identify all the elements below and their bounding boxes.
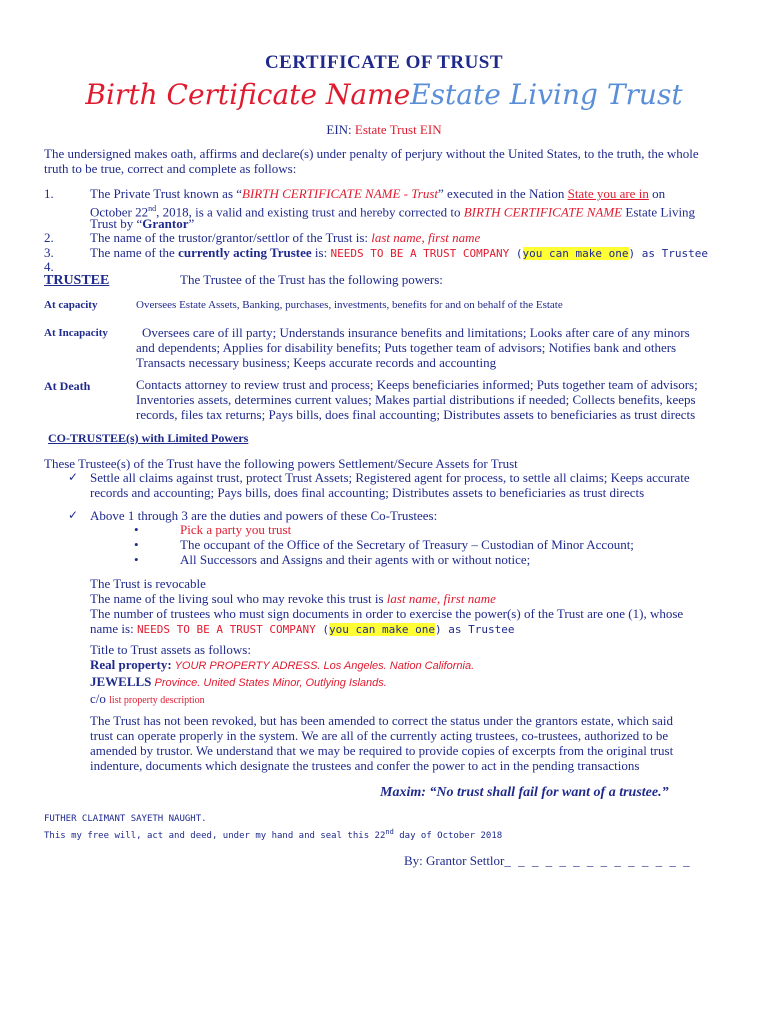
futher-claimant: FUTHER CLAIMANT SAYETH NAUGHT. bbox=[44, 814, 207, 824]
checkmark-icon: ✓ bbox=[68, 508, 79, 522]
at-incapacity-label: At Incapacity bbox=[44, 327, 108, 339]
cotrustee-intro: These Trustee(s) of the Trust have the following powers Settlement/Secure Assets for Trust bbox=[44, 456, 518, 471]
check-item-1: Settle all claims against trust, protect Trust Assets; Registered agent for process, to settle all claims; Keeps accurate records and accounting; Pays bills, does final accounting; Distributes assets to beneficiaries as trust directs bbox=[90, 470, 690, 500]
checkmark-icon: ✓ bbox=[68, 470, 79, 484]
bullet-list bbox=[134, 522, 734, 567]
numbered-item-4: 4. bbox=[44, 259, 54, 274]
list-item: • Pick a party you trust bbox=[134, 522, 292, 537]
numbered-item-1-line3: Trust by “Grantor” bbox=[90, 216, 195, 231]
trustee-heading: TRUSTEE bbox=[44, 273, 110, 288]
list-item: • All Successors and Assigns and their agents with or without notice; bbox=[134, 552, 531, 567]
jewells-line: JEWELLS Province. United States Minor, Outlying Islands. bbox=[90, 674, 387, 689]
real-property-line: Real property: YOUR PROPERTY ADRESS. Los Angeles. Nation California. bbox=[90, 657, 475, 672]
at-death-label: At Death bbox=[44, 379, 91, 393]
assets-block: Title to Trust assets as follows: Real property: YOUR PROPERTY ADRESS. Los Angeles. Nation California. JEWELLS Province. United States Minor, Outlying Islands. c/o list property description bbox=[90, 642, 740, 708]
care-of-line: c/o list property description bbox=[90, 691, 205, 706]
list-item: • The occupant of the Office of the Secretary of Treasury – Custodian of Minor Account; bbox=[134, 537, 634, 552]
trust-name-part2: Estate Living Trust bbox=[410, 78, 683, 111]
numbered-item-3: 3. The name of the currently acting Trustee is: NEEDS TO BE A TRUST COMPANY (you can make one) as Trustee bbox=[44, 245, 708, 260]
revoke-line: The name of the living soul who may revoke this trust is last name, first name bbox=[90, 591, 496, 606]
at-capacity-text: Oversees Estate Assets, Banking, purchases, investments, benefits for and on behalf of the Estate bbox=[136, 299, 563, 311]
numbered-item-1-line2: October 22nd, 2018, is a valid and existing trust and hereby corrected to BIRTH CERTIFICATE NAME Estate Living bbox=[90, 204, 696, 220]
free-will-line: This my free will, act and deed, under my hand and seal this 22nd day of October 2018 bbox=[44, 828, 503, 841]
numbered-item-2: 2. The name of the trustor/grantor/settlor of the Trust is: last name, first name bbox=[44, 230, 481, 245]
check-item-2: Above 1 through 3 are the duties and powers of these Co-Trustees: bbox=[90, 508, 438, 523]
document-title: CERTIFICATE OF TRUST bbox=[264, 52, 504, 73]
ein-value: Estate Trust EIN bbox=[354, 122, 442, 137]
amended-paragraph: The Trust has not been revoked, but has been amended to correct the status under the grantors estate, which said trust can operate properly in the system. We are all of the currently acting trustees, co-trustees, authorized to be amended by trustor. We understand that we may be required to provide copies of excerpts from the original trust indenture, documents which designate the trustees and confer the power to act in the pending transactions bbox=[90, 713, 674, 773]
revocable-block: The Trust is revocable The name of the living soul who may revoke this trust is last name, first name The number of trustees who must sign documents in order to exercise the power(s) of the Trust are one (1), whose name is: NEEDS TO BE A TRUST COMPANY (you can make one) as Trustee bbox=[90, 576, 740, 637]
maxim: Maxim: “No trust shall fail for want of a trustee.” bbox=[380, 785, 669, 800]
intro-paragraph: The undersigned makes oath, affirms and declare(s) under penalty of perjury without the United States, to the truth, the whole truth to be true, correct and complete as follows: bbox=[44, 146, 699, 176]
trust-name-part1: Birth Certificate Name bbox=[85, 78, 411, 111]
at-incapacity-text: Oversees care of ill party; Understands insurance benefits and limitations; Looks after care of any minors and dependents; Applies for disability benefits; Puts together team of advisors; Notifies bank and others Transacts necessary business; Keeps accurate records and accounting bbox=[136, 325, 690, 370]
ein-label: EIN: bbox=[326, 122, 352, 137]
ein-line bbox=[0, 122, 768, 138]
cotrustee-heading: CO-TRUSTEE(s) with Limited Powers bbox=[48, 431, 249, 445]
trustee-intro: The Trustee of the Trust has the following powers: bbox=[180, 272, 443, 287]
trustee-name-line: name is: NEEDS TO BE A TRUST COMPANY (you can make one) as Trustee bbox=[90, 621, 515, 636]
at-death-text: Contacts attorney to review trust and process; Keeps beneficiaries informed; Puts together team of advisors; Inventories assets, determines current values; Makes partial distributions if needed; Collects benefits, keeps records, files tax returns; Pays bills, does final accounting; Distributes assets to beneficiaries as trust directs bbox=[136, 377, 698, 422]
trustee-section-heading bbox=[44, 271, 744, 289]
numbered-item-1: 1. The Private Trust known as “BIRTH CERTIFICATE NAME - Trust” executed in the Nation State you are in on bbox=[44, 186, 666, 201]
signature-line: By: Grantor Settlor_ _ _ _ _ _ _ _ _ _ _ _ _ _ bbox=[404, 853, 692, 868]
trust-name-heading bbox=[0, 78, 768, 111]
at-capacity-label: At capacity bbox=[44, 299, 98, 311]
